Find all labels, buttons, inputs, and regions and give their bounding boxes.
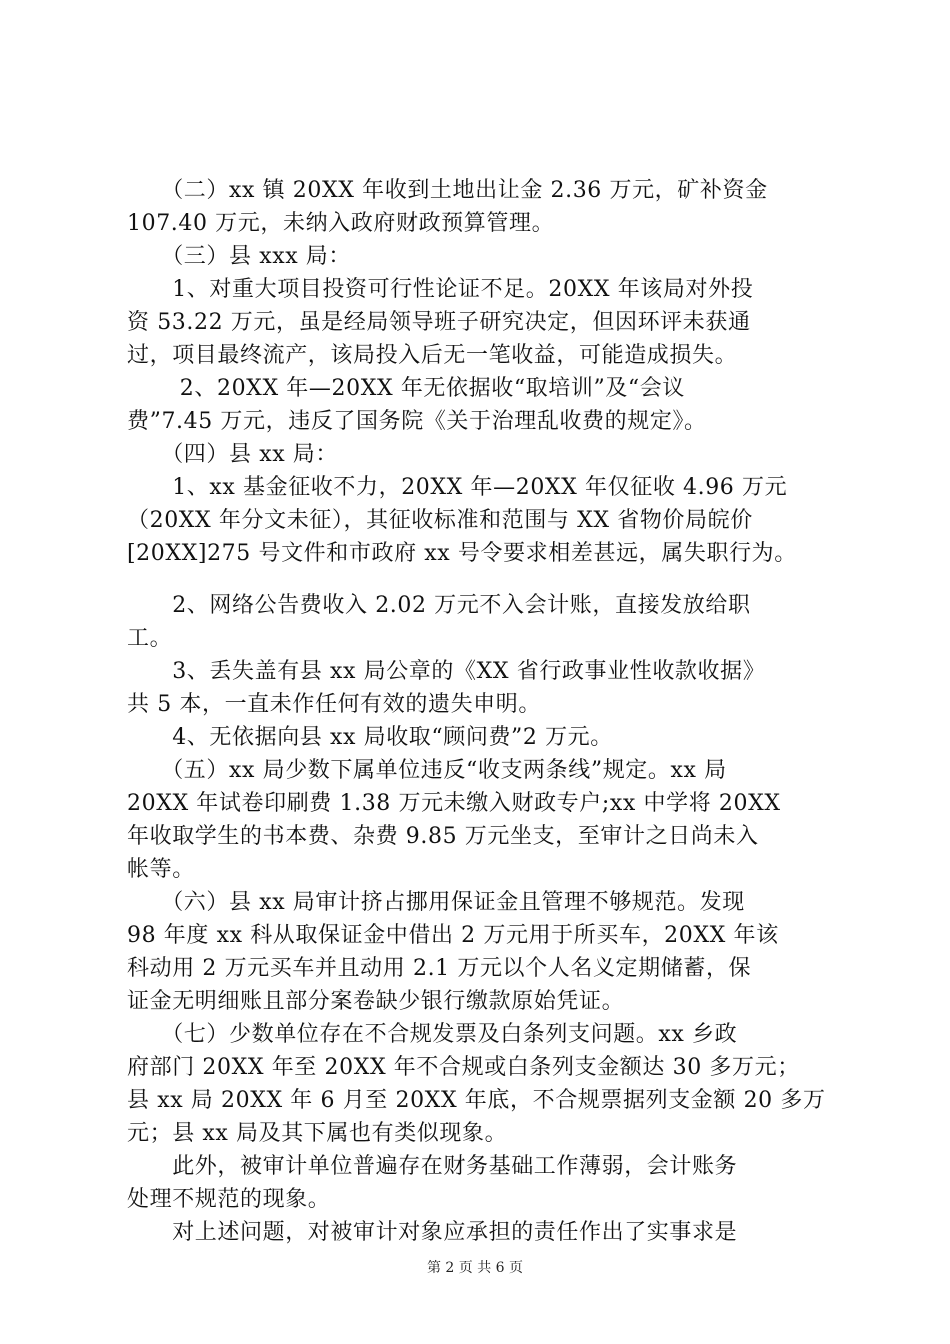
text-line: （三）县 xxx 局： <box>127 244 352 269</box>
text-line: 处理不规范的现象。 <box>127 1187 331 1212</box>
text-line: 科动用 2 万元买车并且动用 2.1 万元以个人名义定期储蓄，保 <box>127 956 752 981</box>
text-line: 县 xx 局 20XX 年 6 月至 20XX 年底，不合规票据列支金额 20 多万 <box>127 1088 826 1113</box>
text-line: 证金无明细账且部分案卷缺少银行缴款原始凭证。 <box>127 989 625 1014</box>
text-line: 1、xx 基金征收不力，20XX 年—20XX 年仅征收 4.96 万元 <box>127 475 788 500</box>
text-line: [20XX]275 号文件和市政府 xx 号令要求相差甚远，属失职行为。 <box>127 541 797 566</box>
text-line: 1、对重大项目投资可行性论证不足。20XX 年该局对外投 <box>127 277 754 302</box>
text-line: 年收取学生的书本费、杂费 9.85 万元坐支，至审计之日尚未入 <box>127 824 759 849</box>
text-line: （四）县 xx 局： <box>127 442 339 467</box>
text-line: 20XX 年试卷印刷费 1.38 万元未缴入财政专户;xx 中学将 20XX <box>127 791 781 816</box>
text-line: 共 5 本，一直未作任何有效的遗失申明。 <box>127 692 541 717</box>
text-line: 帐等。 <box>127 857 195 882</box>
text-line: 2、20XX 年—20XX 年无依据收“取培训”及“会议 <box>127 376 685 401</box>
text-line: （七）少数单位存在不合规发票及白条列支问题。xx 乡政 <box>127 1022 738 1047</box>
text-line: 府部门 20XX 年至 20XX 年不合规或白条列支金额达 30 多万元； <box>127 1055 800 1080</box>
text-line: 对上述问题，对被审计对象应承担的责任作出了实事求是 <box>127 1220 738 1245</box>
text-line: 元；县 xx 局及其下属也有类似现象。 <box>127 1121 508 1146</box>
text-line: 4、无依据向县 xx 局收取“顾问费”2 万元。 <box>127 725 613 750</box>
text-line: （二）xx 镇 20XX 年收到土地出让金 2.36 万元，矿补资金 <box>127 178 768 203</box>
text-line: 2、网络公告费收入 2.02 万元不入会计账，直接发放给职 <box>127 593 751 618</box>
page-footer: 第 2 页 共 6 页 <box>426 1260 524 1276</box>
text-line: （五）xx 局少数下属单位违反“收支两条线”规定。xx 局 <box>127 758 727 783</box>
text-line: （六）县 xx 局审计挤占挪用保证金且管理不够规范。发现 <box>127 890 745 915</box>
text-line: 3、丢失盖有县 xx 局公章的《XX 省行政事业性收款收据》 <box>127 659 766 684</box>
text-line: 此外，被审计单位普遍存在财务基础工作薄弱，会计账务 <box>127 1154 738 1179</box>
text-line: 98 年度 xx 科从取保证金中借出 2 万元用于所买车，20XX 年该 <box>127 923 779 948</box>
text-line: 费”7.45 万元，违反了国务院《关于治理乱收费的规定》。 <box>127 409 707 434</box>
text-line: 工。 <box>127 626 173 651</box>
text-line: 107.40 万元，未纳入政府财政预算管理。 <box>127 211 555 236</box>
text-line: 过，项目最终流产，该局投入后无一笔收益，可能造成损失。 <box>127 343 738 368</box>
text-line: （20XX 年分文未征），其征收标准和范围与 XX 省物价局皖价 <box>127 508 753 533</box>
text-line: 资 53.22 万元，虽是经局领导班子研究决定，但因环评未获通 <box>127 310 751 335</box>
